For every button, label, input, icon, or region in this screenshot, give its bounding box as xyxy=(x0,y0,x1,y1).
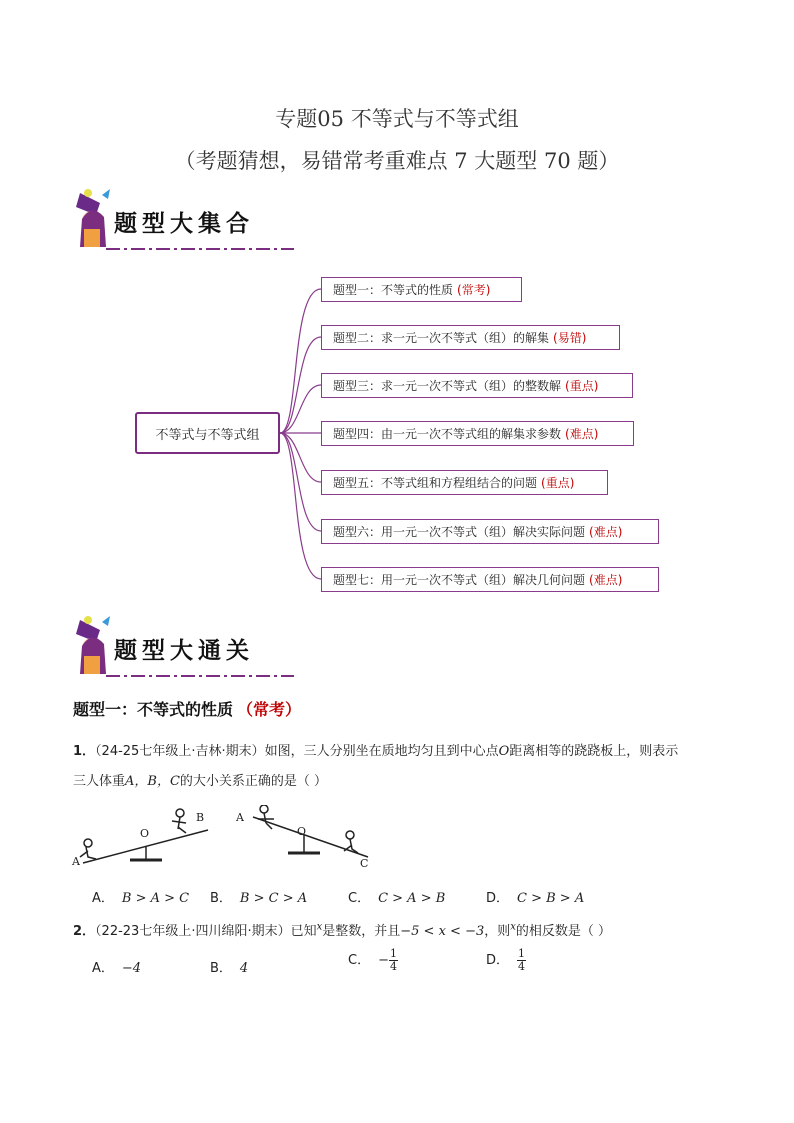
math-var: x xyxy=(316,921,323,933)
question-text: 如图，三人分别坐在质地均匀且到中心点 xyxy=(264,744,499,759)
fraction xyxy=(389,948,398,973)
branch-tag: (易错) xyxy=(553,331,587,345)
option-math: B > A > C xyxy=(121,891,190,906)
branch-tag: (难点) xyxy=(589,573,623,587)
option-a[interactable] xyxy=(92,887,189,906)
branch-tag: (重点) xyxy=(565,379,599,393)
fraction-numerator: 1 xyxy=(389,947,397,960)
figure-label: B xyxy=(196,811,205,824)
option-math: 4 xyxy=(239,961,249,976)
option-b[interactable] xyxy=(210,887,307,906)
option-label: B． xyxy=(210,891,232,906)
page-subtitle: （考题猜想，易错常考重难点 7 大题型 70 题） xyxy=(174,149,620,173)
question-2-line-1 xyxy=(73,920,611,939)
question-text: 距离相等的跷跷板上，则表示 xyxy=(509,744,679,759)
question-text: 的大小关系正确的是（ ） xyxy=(179,774,328,789)
question-1-line-2 xyxy=(73,770,327,789)
question-text: 是整数，并且 xyxy=(322,924,401,939)
mind-map-branch xyxy=(321,373,633,398)
question-text: 已知 xyxy=(290,924,317,939)
question-text: 三人体重 xyxy=(73,774,126,789)
option-a[interactable] xyxy=(92,957,141,976)
fraction-denominator: 4 xyxy=(518,960,526,973)
question-number: 1． xyxy=(73,744,96,759)
math-condition: −5 < x < −3 xyxy=(400,924,485,939)
seesaw-figure xyxy=(68,805,388,875)
option-d[interactable] xyxy=(486,948,526,973)
option-math: C > A > B xyxy=(378,891,446,906)
banner-practice-label: 题型大通关 xyxy=(114,637,254,664)
math-vars: A，B，C xyxy=(125,774,180,789)
page-title: 专题05 不等式与不等式组 xyxy=(275,107,519,131)
mind-map-branch xyxy=(321,519,659,544)
option-c[interactable] xyxy=(348,887,445,906)
option-label: C． xyxy=(348,953,371,968)
option-label: D． xyxy=(486,953,510,968)
option-label: A． xyxy=(92,961,114,976)
question-source: （24-25七年级上·吉林·期末） xyxy=(95,744,265,759)
branch-label: 题型二：求一元一次不等式（组）的解集 xyxy=(333,331,550,345)
figure-label: C xyxy=(360,857,369,870)
question-number: 2． xyxy=(73,924,96,939)
branch-tag: (重点) xyxy=(541,476,575,490)
figure-label: O xyxy=(297,825,307,838)
branch-label: 题型四：由一元一次不等式组的解集求参数 xyxy=(333,427,562,441)
math-var: O xyxy=(498,744,510,759)
math-var: x xyxy=(510,921,516,933)
option-label: C． xyxy=(348,891,371,906)
branch-label: 题型七：用一元一次不等式（组）解决几何问题 xyxy=(333,573,586,587)
figure-label: A xyxy=(72,855,80,868)
option-label: A． xyxy=(92,891,114,906)
figure-label: A xyxy=(236,811,244,824)
mind-map-branch xyxy=(321,325,620,350)
branch-label: 题型六：用一元一次不等式（组）解决实际问题 xyxy=(333,525,586,539)
question-text: 的相反数是（ ） xyxy=(515,924,612,939)
branch-tag: (常考) xyxy=(457,283,491,297)
branch-label: 题型一：不等式的性质 xyxy=(333,283,454,297)
banner-collection-label: 题型大集合 xyxy=(114,210,254,237)
mind-map-branch xyxy=(321,277,522,302)
option-b[interactable] xyxy=(210,957,248,976)
option-label: D． xyxy=(486,891,510,906)
fraction xyxy=(517,948,526,973)
banner-underline xyxy=(106,673,294,679)
mind-map-branch xyxy=(321,567,659,592)
option-d[interactable] xyxy=(486,887,584,906)
banner-practice xyxy=(66,612,296,682)
mind-map-branch xyxy=(321,421,634,446)
fraction-denominator: 4 xyxy=(389,960,397,973)
section-tag: （常考） xyxy=(237,700,302,719)
banner-underline xyxy=(106,246,294,252)
section-title: 题型一：不等式的性质 xyxy=(73,700,234,719)
branch-tag: (难点) xyxy=(565,427,599,441)
option-math: C > B > A xyxy=(517,891,585,906)
option-label: B． xyxy=(210,961,232,976)
mind-map-root: 不等式与不等式组 xyxy=(135,412,280,454)
option-math: B > C > A xyxy=(239,891,308,906)
mind-map-branch xyxy=(321,470,608,495)
branch-label: 题型五：不等式组和方程组结合的问题 xyxy=(333,476,538,490)
question-text: ，则 xyxy=(484,924,511,939)
branch-label: 题型三：求一元一次不等式（组）的整数解 xyxy=(333,379,562,393)
branch-tag: (难点) xyxy=(589,525,623,539)
fraction-numerator: 1 xyxy=(518,947,526,960)
banner-collection xyxy=(66,185,296,255)
question-source: （22-23七年级上·四川绵阳·期末） xyxy=(95,924,291,939)
section-heading xyxy=(73,697,301,720)
option-sign: − xyxy=(378,953,389,968)
question-1-line-1 xyxy=(73,740,678,759)
option-math: −4 xyxy=(121,961,142,976)
figure-label: O xyxy=(140,827,150,840)
option-c[interactable] xyxy=(348,948,398,973)
